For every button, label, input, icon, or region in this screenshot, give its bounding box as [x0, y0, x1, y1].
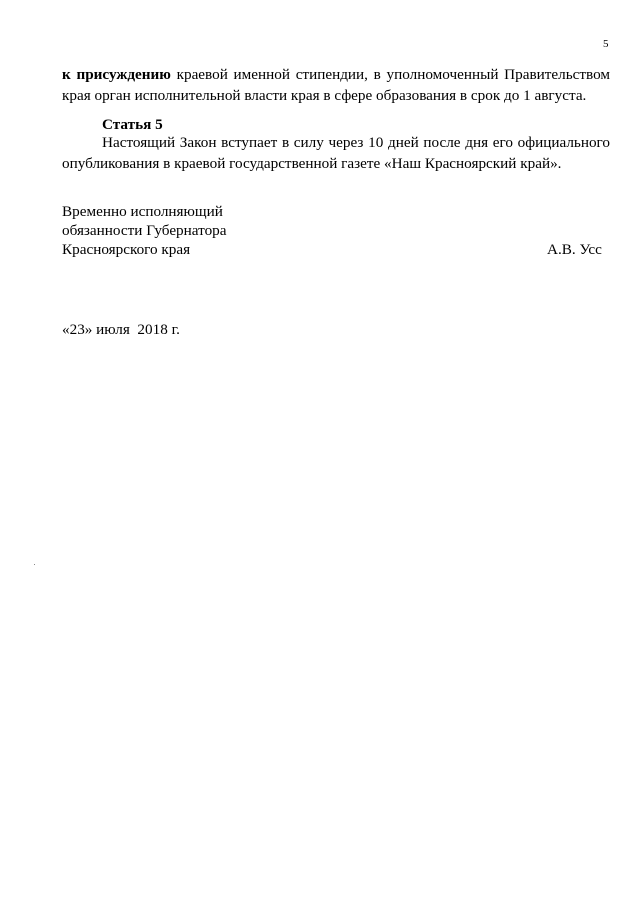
signatory-position-line: Временно исполняющий: [62, 203, 223, 220]
signatory-position-line: Красноярского края: [62, 241, 191, 258]
paragraph-line: края орган исполнительной власти края в сфере образования в срок до 1 августа.: [62, 87, 587, 104]
signatory-position-line: обязанности Губернатора: [62, 222, 227, 239]
signatory-name: А.В. Усс: [547, 241, 602, 258]
article-line: опубликования в краевой государственной газете «Наш Красноярский край».: [62, 155, 562, 172]
page-number: 5: [603, 38, 609, 50]
paragraph-stipend-deadline: [62, 64, 610, 106]
paragraph-line-text: краевой именной стипендии, в уполномоченный Правительством: [170, 66, 610, 83]
article-line: Настоящий Закон вступает в силу через 10 дней после дня его официального: [102, 134, 610, 151]
scan-speck: [34, 564, 35, 565]
bold-lead-text: к присуждению: [62, 66, 171, 83]
signatory-position: [62, 202, 227, 259]
paragraph-line: [62, 64, 610, 85]
document-date: «23» июля 2018 г.: [62, 321, 180, 338]
article-title: Статья 5: [102, 116, 163, 133]
article-body: [62, 132, 610, 174]
